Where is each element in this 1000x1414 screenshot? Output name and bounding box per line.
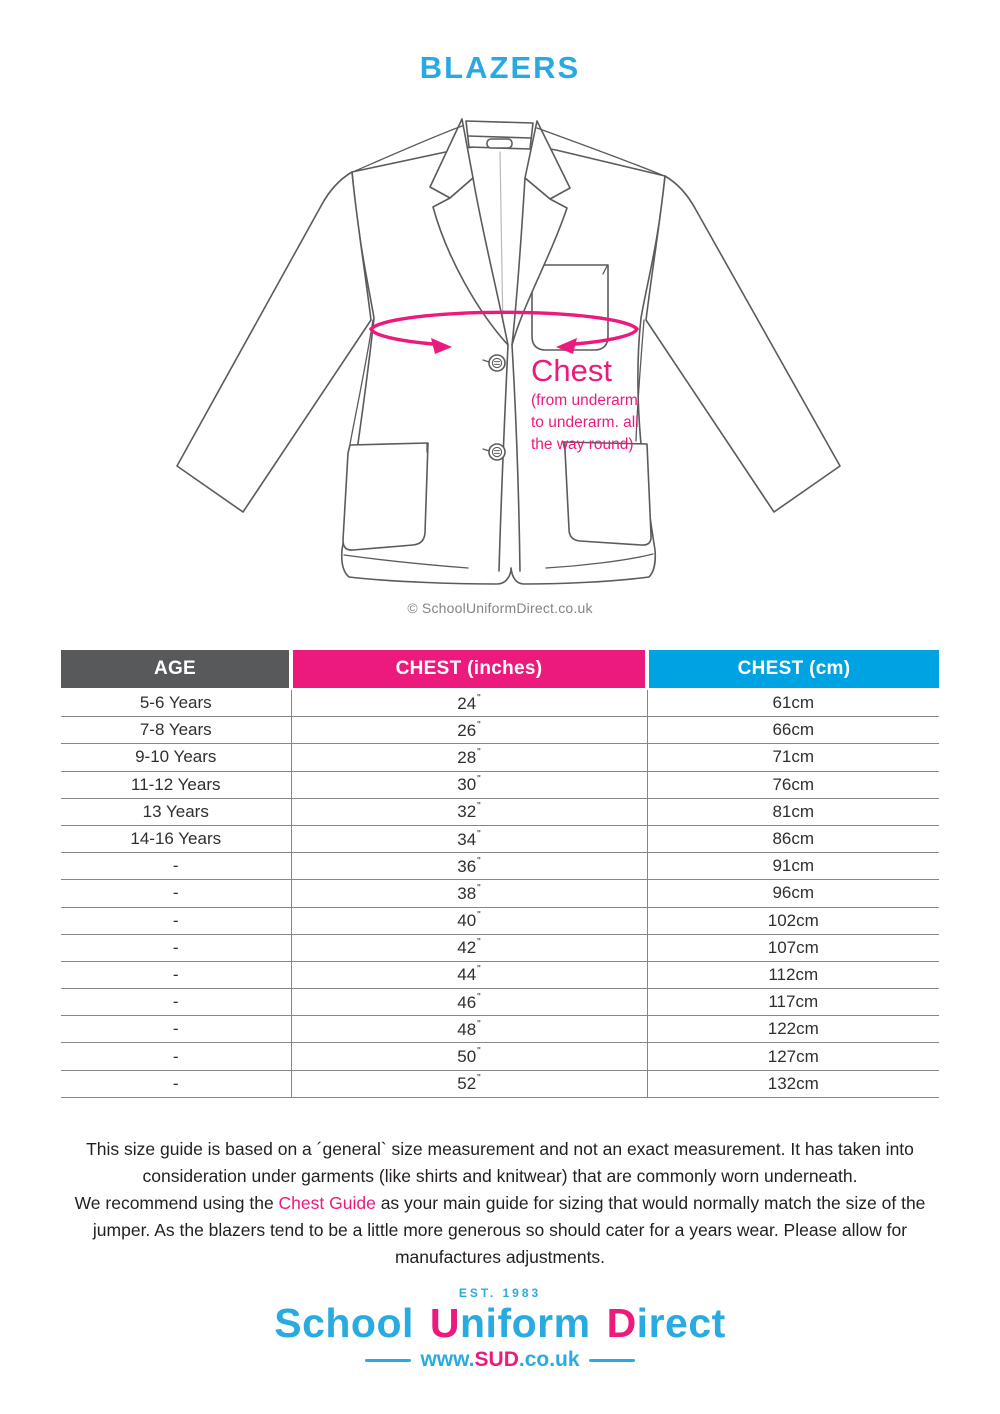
age-cell: - [61, 853, 291, 880]
chest-inches-cell: 24" [291, 689, 647, 717]
chest-cm-cell: 81cm [647, 798, 939, 825]
logo-url-sud: SUD [474, 1348, 519, 1372]
age-cell: 9-10 Years [61, 744, 291, 771]
chest-note-line-1: (from underarm [531, 392, 638, 409]
table-row [61, 825, 939, 852]
note-p2-before: We recommend using the [74, 1193, 279, 1213]
breast-pocket [532, 265, 608, 350]
logo-word-direct-rest: irect [636, 1300, 726, 1346]
size-note [50, 1136, 950, 1271]
note-paragraph-2 [50, 1190, 950, 1271]
age-cell: - [61, 961, 291, 988]
chest-inches-cell: 52" [291, 1070, 647, 1097]
brand-logo [0, 1286, 1000, 1372]
chest-inches-cell: 30" [291, 771, 647, 798]
chest-cm-cell: 117cm [647, 989, 939, 1016]
chest-cm-cell: 61cm [647, 689, 939, 717]
logo-wordmark [0, 1301, 1000, 1346]
age-cell: - [61, 1016, 291, 1043]
blazer-left-sleeve [177, 172, 371, 512]
age-cell: 11-12 Years [61, 771, 291, 798]
note-p2-after: as your main guide for sizing that would normally match the size of the jumper. As the blazers tend to be a little more generous so should cater for a years wear. Please allow for manufactures adjustments. [92, 1193, 926, 1267]
table-row [61, 1070, 939, 1097]
age-cell: - [61, 907, 291, 934]
col-header-chest-cm: CHEST (cm) [647, 650, 939, 689]
diagram-copyright: © SchoolUniformDirect.co.uk [407, 600, 593, 616]
logo-word-direct-initial: D [606, 1300, 637, 1346]
size-table [61, 650, 939, 1098]
chest-cm-cell: 127cm [647, 1043, 939, 1070]
chest-inches-cell: 46" [291, 989, 647, 1016]
col-header-chest-inches: CHEST (inches) [291, 650, 647, 689]
age-cell: - [61, 934, 291, 961]
chest-note-line-2: to underarm. all [531, 414, 639, 431]
size-table-header-row [61, 650, 939, 689]
table-row [61, 907, 939, 934]
col-header-age: AGE [61, 650, 291, 689]
table-row [61, 717, 939, 744]
left-pocket [343, 443, 428, 550]
logo-url [0, 1348, 1000, 1372]
note-paragraph-1: This size guide is based on a ´general` size measurement and not an exact measurement. It has taken into consideration under garments (like shirts and knitwear) that are commonly worn underneath. [86, 1139, 914, 1186]
chest-cm-cell: 86cm [647, 825, 939, 852]
chest-cm-cell: 102cm [647, 907, 939, 934]
chest-inches-cell: 48" [291, 1016, 647, 1043]
blazer-diagram [0, 0, 1000, 660]
chest-inches-cell: 32" [291, 798, 647, 825]
chest-inches-cell: 42" [291, 934, 647, 961]
table-row [61, 853, 939, 880]
chest-inches-cell: 36" [291, 853, 647, 880]
chest-inches-cell: 44" [291, 961, 647, 988]
chest-cm-cell: 122cm [647, 1016, 939, 1043]
table-row [61, 744, 939, 771]
age-cell: - [61, 880, 291, 907]
age-cell: - [61, 1070, 291, 1097]
logo-word-uniform-rest: niform [460, 1300, 591, 1346]
chest-cm-cell: 66cm [647, 717, 939, 744]
size-table-body [61, 689, 939, 1097]
logo-word-uniform-initial: U [429, 1300, 461, 1346]
chest-cm-cell: 112cm [647, 961, 939, 988]
chest-inches-cell: 26" [291, 717, 647, 744]
chest-inches-cell: 38" [291, 880, 647, 907]
chest-cm-cell: 132cm [647, 1070, 939, 1097]
logo-dash-left [365, 1359, 411, 1362]
age-cell: - [61, 989, 291, 1016]
logo-url-couk: .co.uk [518, 1348, 580, 1372]
table-row [61, 798, 939, 825]
age-cell: 5-6 Years [61, 689, 291, 717]
table-row [61, 1043, 939, 1070]
logo-est-text: EST. 1983 [458, 1286, 542, 1300]
logo-url-www: www. [420, 1348, 475, 1372]
chest-inches-cell: 28" [291, 744, 647, 771]
chest-inches-cell: 50" [291, 1043, 647, 1070]
chest-cm-cell: 91cm [647, 853, 939, 880]
table-row [61, 961, 939, 988]
age-cell: 7-8 Years [61, 717, 291, 744]
blazer-right-sleeve [646, 176, 840, 512]
chest-cm-cell: 76cm [647, 771, 939, 798]
right-pocket [563, 442, 651, 545]
table-row [61, 771, 939, 798]
page-title: BLAZERS [419, 50, 581, 85]
table-row [61, 989, 939, 1016]
chest-cm-cell: 107cm [647, 934, 939, 961]
chest-inches-cell: 40" [291, 907, 647, 934]
table-row [61, 689, 939, 717]
age-cell: - [61, 1043, 291, 1070]
chest-inches-cell: 34" [291, 825, 647, 852]
logo-dash-right [589, 1359, 635, 1362]
table-row [61, 1016, 939, 1043]
chest-cm-cell: 96cm [647, 880, 939, 907]
chest-note-line-3: the way round) [531, 436, 634, 453]
chest-cm-cell: 71cm [647, 744, 939, 771]
logo-word-school: School [274, 1300, 414, 1346]
chest-guide-link: Chest Guide [278, 1193, 376, 1213]
age-cell: 14-16 Years [61, 825, 291, 852]
age-cell: 13 Years [61, 798, 291, 825]
chest-label: Chest [531, 353, 612, 388]
table-row [61, 880, 939, 907]
table-row [61, 934, 939, 961]
